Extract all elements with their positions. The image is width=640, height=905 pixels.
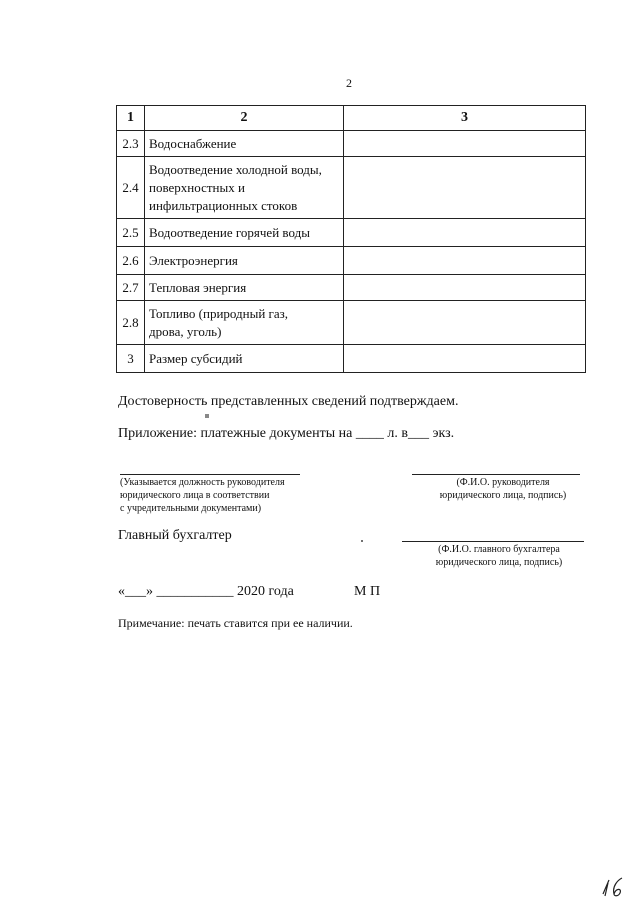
handwritten-page-mark [600,874,626,898]
table-row [117,275,586,301]
header-cell: 3 [344,106,586,131]
table-row [117,131,586,157]
row-label-line: Водоотведение холодной воды, [149,161,322,177]
chief-signature-line [402,541,584,542]
row-value [344,275,586,301]
row-number: 2.5 [117,219,145,247]
row-label-line: Водоотведение горячей воды [149,224,310,240]
page-number: 2 [346,76,352,90]
row-value [344,247,586,275]
head-signature-line [412,474,580,475]
row-value [344,131,586,157]
row-label-line: Электроэнергия [149,252,238,268]
subsidy-table [116,105,586,373]
row-label-line: Тепловая энергия [149,279,247,295]
row-value [344,301,586,345]
row-number: 2.4 [117,157,145,219]
note-line: (Ф.И.О. главного бухгалтера [438,544,560,555]
row-label [145,157,344,219]
attachment-prefix: Приложение: платежные документы на [118,426,353,441]
table-row [117,345,586,373]
table-row [117,219,586,247]
row-number: 2.7 [117,275,145,301]
year-text: 2020 года [237,584,294,599]
scan-mark [361,540,363,542]
note-line: юридического лица, подпись) [435,557,563,568]
row-number: 2.6 [117,247,145,275]
note-line: (Указывается должность руководителя [120,477,285,488]
attachment-suffix: экз. [432,426,455,441]
head-position-line [120,474,300,475]
header-cell: 2 [145,106,344,131]
month-blank: ___________ [156,584,234,599]
row-label [145,219,344,247]
head-position-note [120,476,285,515]
row-label-line: Размер субсидий [149,350,243,366]
row-value [344,219,586,247]
note-line: с учредительными документами) [120,503,262,514]
remark-text: Примечание: печать ставится при ее наличии. [118,616,353,630]
note-line: юридического лица, подпись) [439,490,567,501]
sheets-blank: ____ [355,426,384,441]
attachment-line [118,426,454,442]
head-signature-note [418,476,588,502]
table-row [117,247,586,275]
attachment-mid: л. в [387,426,408,441]
row-value [344,345,586,373]
scan-mark [205,414,209,418]
row-number: 2.8 [117,301,145,345]
row-label-line: Водоснабжение [149,135,237,151]
day-blank: ___ [125,584,146,599]
confirmation-text: Достоверность представленных сведений подтверждаем. [118,394,459,409]
row-number: 3 [117,345,145,373]
table-header-row [117,106,586,131]
row-label [145,275,344,301]
date-line [118,584,294,600]
copies-blank: ___ [407,426,429,441]
note-line: юридического лица в соответствии [120,490,270,501]
row-value [344,157,586,219]
note-line: (Ф.И.О. руководителя [456,477,550,488]
date-quote-open: « [118,584,125,599]
row-label-line: дрова, уголь) [149,323,222,339]
row-label [145,301,344,345]
row-label [145,247,344,275]
row-label-line: инфильтрационных стоков [149,197,298,213]
date-quote-close: » [146,584,153,599]
header-cell: 1 [117,106,145,131]
row-label [145,345,344,373]
row-label-line: поверхностных и [149,179,245,195]
stamp-place: М П [354,584,381,599]
row-label-line: Топливо (природный газ, [149,305,289,321]
row-number: 2.3 [117,131,145,157]
row-label [145,131,344,157]
chief-signature-note [414,543,584,569]
chief-accountant-label: Главный бухгалтер [118,528,232,543]
table-row [117,157,586,219]
table-row [117,301,586,345]
